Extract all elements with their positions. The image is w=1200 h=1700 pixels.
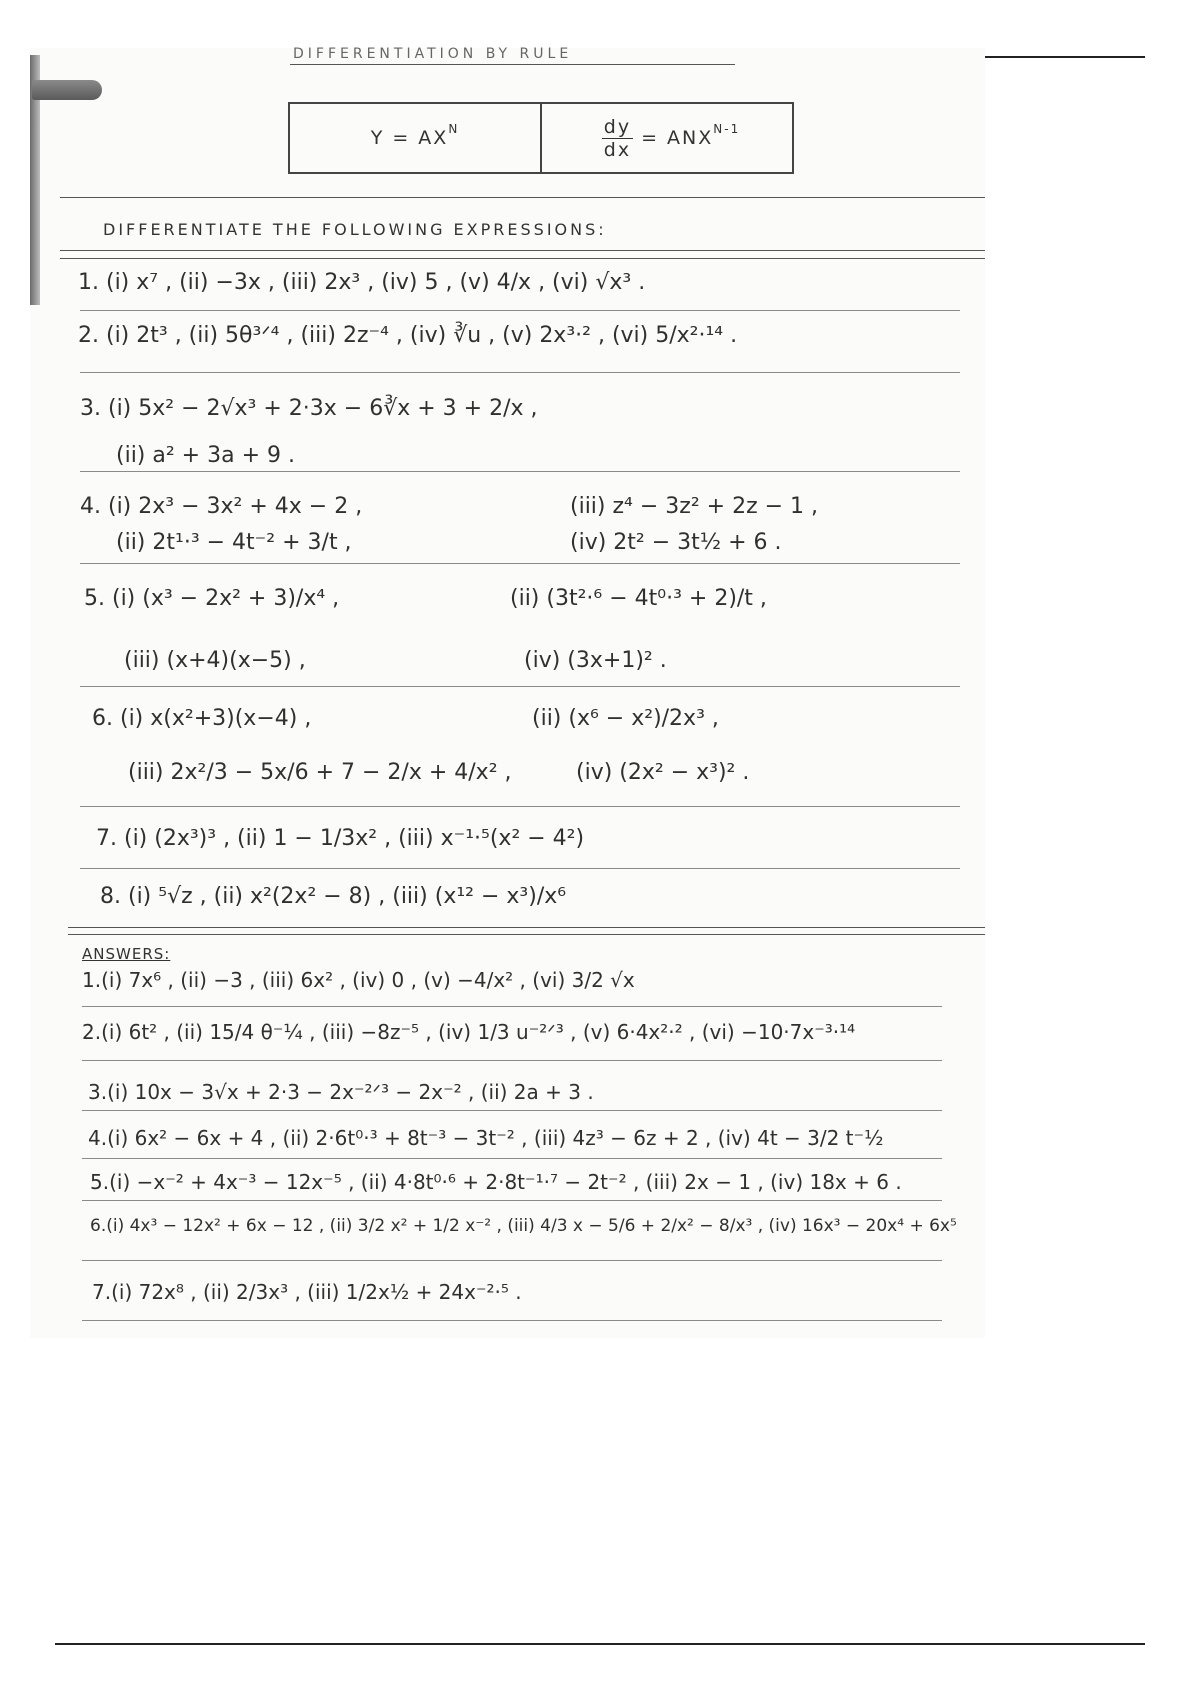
question-3-ii: (ii) a² + 3a + 9 .	[116, 443, 295, 468]
instruction-heading: DIFFERENTIATE THE FOLLOWING EXPRESSIONS:	[103, 220, 607, 239]
divider	[80, 310, 960, 311]
question-1: 1. (i) x⁷ , (ii) −3x , (iii) 2x³ , (iv) 5 , (v) 4/x , (vi) √x³ .	[78, 270, 646, 295]
divider	[82, 1060, 942, 1061]
question-4-iv: (iv) 2t² − 3t½ + 6 .	[570, 530, 782, 555]
answer-1: 1.(i) 7x⁶ , (ii) −3 , (iii) 6x² , (iv) 0 , (v) −4/x² , (vi) 3/2 √x	[82, 968, 635, 992]
divider	[60, 258, 985, 259]
page-edge-line-bottom	[55, 1643, 1145, 1645]
question-6-i: 6. (i) x(x²+3)(x−4) ,	[92, 706, 312, 731]
divider	[60, 250, 985, 251]
formula-left	[290, 104, 540, 172]
question-5-ii: (ii) (3t²·⁶ − 4t⁰·³ + 2)/t ,	[510, 586, 767, 611]
question-6-iii: (iii) 2x²/3 − 5x/6 + 7 − 2/x + 4/x² ,	[128, 760, 512, 785]
formula-right-exp: N-1	[713, 122, 741, 136]
title-underline	[290, 64, 735, 65]
page-title-partial: DIFFERENTIATION BY RULE	[293, 46, 573, 62]
answer-6: 6.(i) 4x³ − 12x² + 6x − 12 , (ii) 3/2 x² + 1/2 x⁻² , (iii) 4/3 x − 5/6 + 2/x² − 8/x³ , (iv) 16x³ − 20x⁴ + 6x⁵	[90, 1216, 957, 1236]
divider	[80, 806, 960, 807]
divider	[82, 1158, 942, 1159]
divider	[82, 1200, 942, 1201]
divider	[80, 686, 960, 687]
derivative-fraction	[602, 116, 633, 161]
divider	[82, 1320, 942, 1321]
question-7: 7. (i) (2x³)³ , (ii) 1 − 1/3x² , (iii) x⁻¹·⁵(x² − 4²)	[96, 826, 585, 851]
question-5-iii: (iii) (x+4)(x−5) ,	[124, 648, 306, 673]
divider	[82, 1006, 942, 1007]
divider	[82, 1260, 942, 1261]
divider	[80, 372, 960, 373]
question-4-iii: (iii) z⁴ − 3z² + 2z − 1 ,	[570, 494, 819, 519]
divider	[80, 563, 960, 564]
divider	[80, 868, 960, 869]
question-6-ii: (ii) (x⁶ − x²)/2x³ ,	[532, 706, 719, 731]
divider	[80, 471, 960, 472]
question-6-iv: (iv) (2x² − x³)² .	[576, 760, 750, 785]
binder-clip-icon	[32, 80, 102, 100]
formula-right-text: = ANX	[641, 127, 714, 149]
question-8: 8. (i) ⁵√z , (ii) x²(2x² − 8) , (iii) (x¹² − x³)/x⁶	[100, 884, 567, 909]
question-4-ii: (ii) 2t¹·³ − 4t⁻² + 3/t ,	[116, 530, 352, 555]
answers-heading: ANSWERS:	[82, 945, 171, 963]
derivative-denominator: dx	[603, 138, 632, 161]
divider	[60, 197, 985, 198]
formula-box	[288, 102, 794, 174]
divider	[68, 934, 985, 935]
divider	[82, 1110, 942, 1111]
divider	[68, 927, 985, 928]
answer-2: 2.(i) 6t² , (ii) 15/4 θ⁻¼ , (iii) −8z⁻⁵ , (iv) 1/3 u⁻²ᐟ³ , (v) 6·4x²·² , (vi) −10·7x⁻³·¹⁴	[82, 1020, 856, 1044]
question-3-i: 3. (i) 5x² − 2√x³ + 2·3x − 6∛x + 3 + 2/x ,	[80, 396, 538, 421]
question-5-iv: (iv) (3x+1)² .	[524, 648, 667, 673]
answer-4: 4.(i) 6x² − 6x + 4 , (ii) 2·6t⁰·³ + 8t⁻³ − 3t⁻² , (iii) 4z³ − 6z + 2 , (iv) 4t − 3/2 t⁻½	[88, 1126, 884, 1150]
answer-5: 5.(i) −x⁻² + 4x⁻³ − 12x⁻⁵ , (ii) 4·8t⁰·⁶ + 2·8t⁻¹·⁷ − 2t⁻² , (iii) 2x − 1 , (iv) 18x + 6 .	[90, 1170, 902, 1194]
question-5-i: 5. (i) (x³ − 2x² + 3)/x⁴ ,	[84, 586, 340, 611]
page-edge-line-top	[985, 56, 1145, 58]
formula-left-text: Y = AX	[370, 127, 449, 149]
question-4-i: 4. (i) 2x³ − 3x² + 4x − 2 ,	[80, 494, 363, 519]
derivative-numerator: dy	[603, 115, 632, 138]
formula-left-exp: N	[448, 122, 460, 136]
formula-right	[540, 104, 792, 172]
question-2: 2. (i) 2t³ , (ii) 5θ³ᐟ⁴ , (iii) 2z⁻⁴ , (iv) ∛u , (v) 2x³·² , (vi) 5/x²·¹⁴ .	[78, 323, 738, 348]
answer-7: 7.(i) 72x⁸ , (ii) 2/3x³ , (iii) 1/2x½ + 24x⁻²·⁵ .	[92, 1280, 522, 1304]
answer-3: 3.(i) 10x − 3√x + 2·3 − 2x⁻²ᐟ³ − 2x⁻² , (ii) 2a + 3 .	[88, 1080, 594, 1104]
